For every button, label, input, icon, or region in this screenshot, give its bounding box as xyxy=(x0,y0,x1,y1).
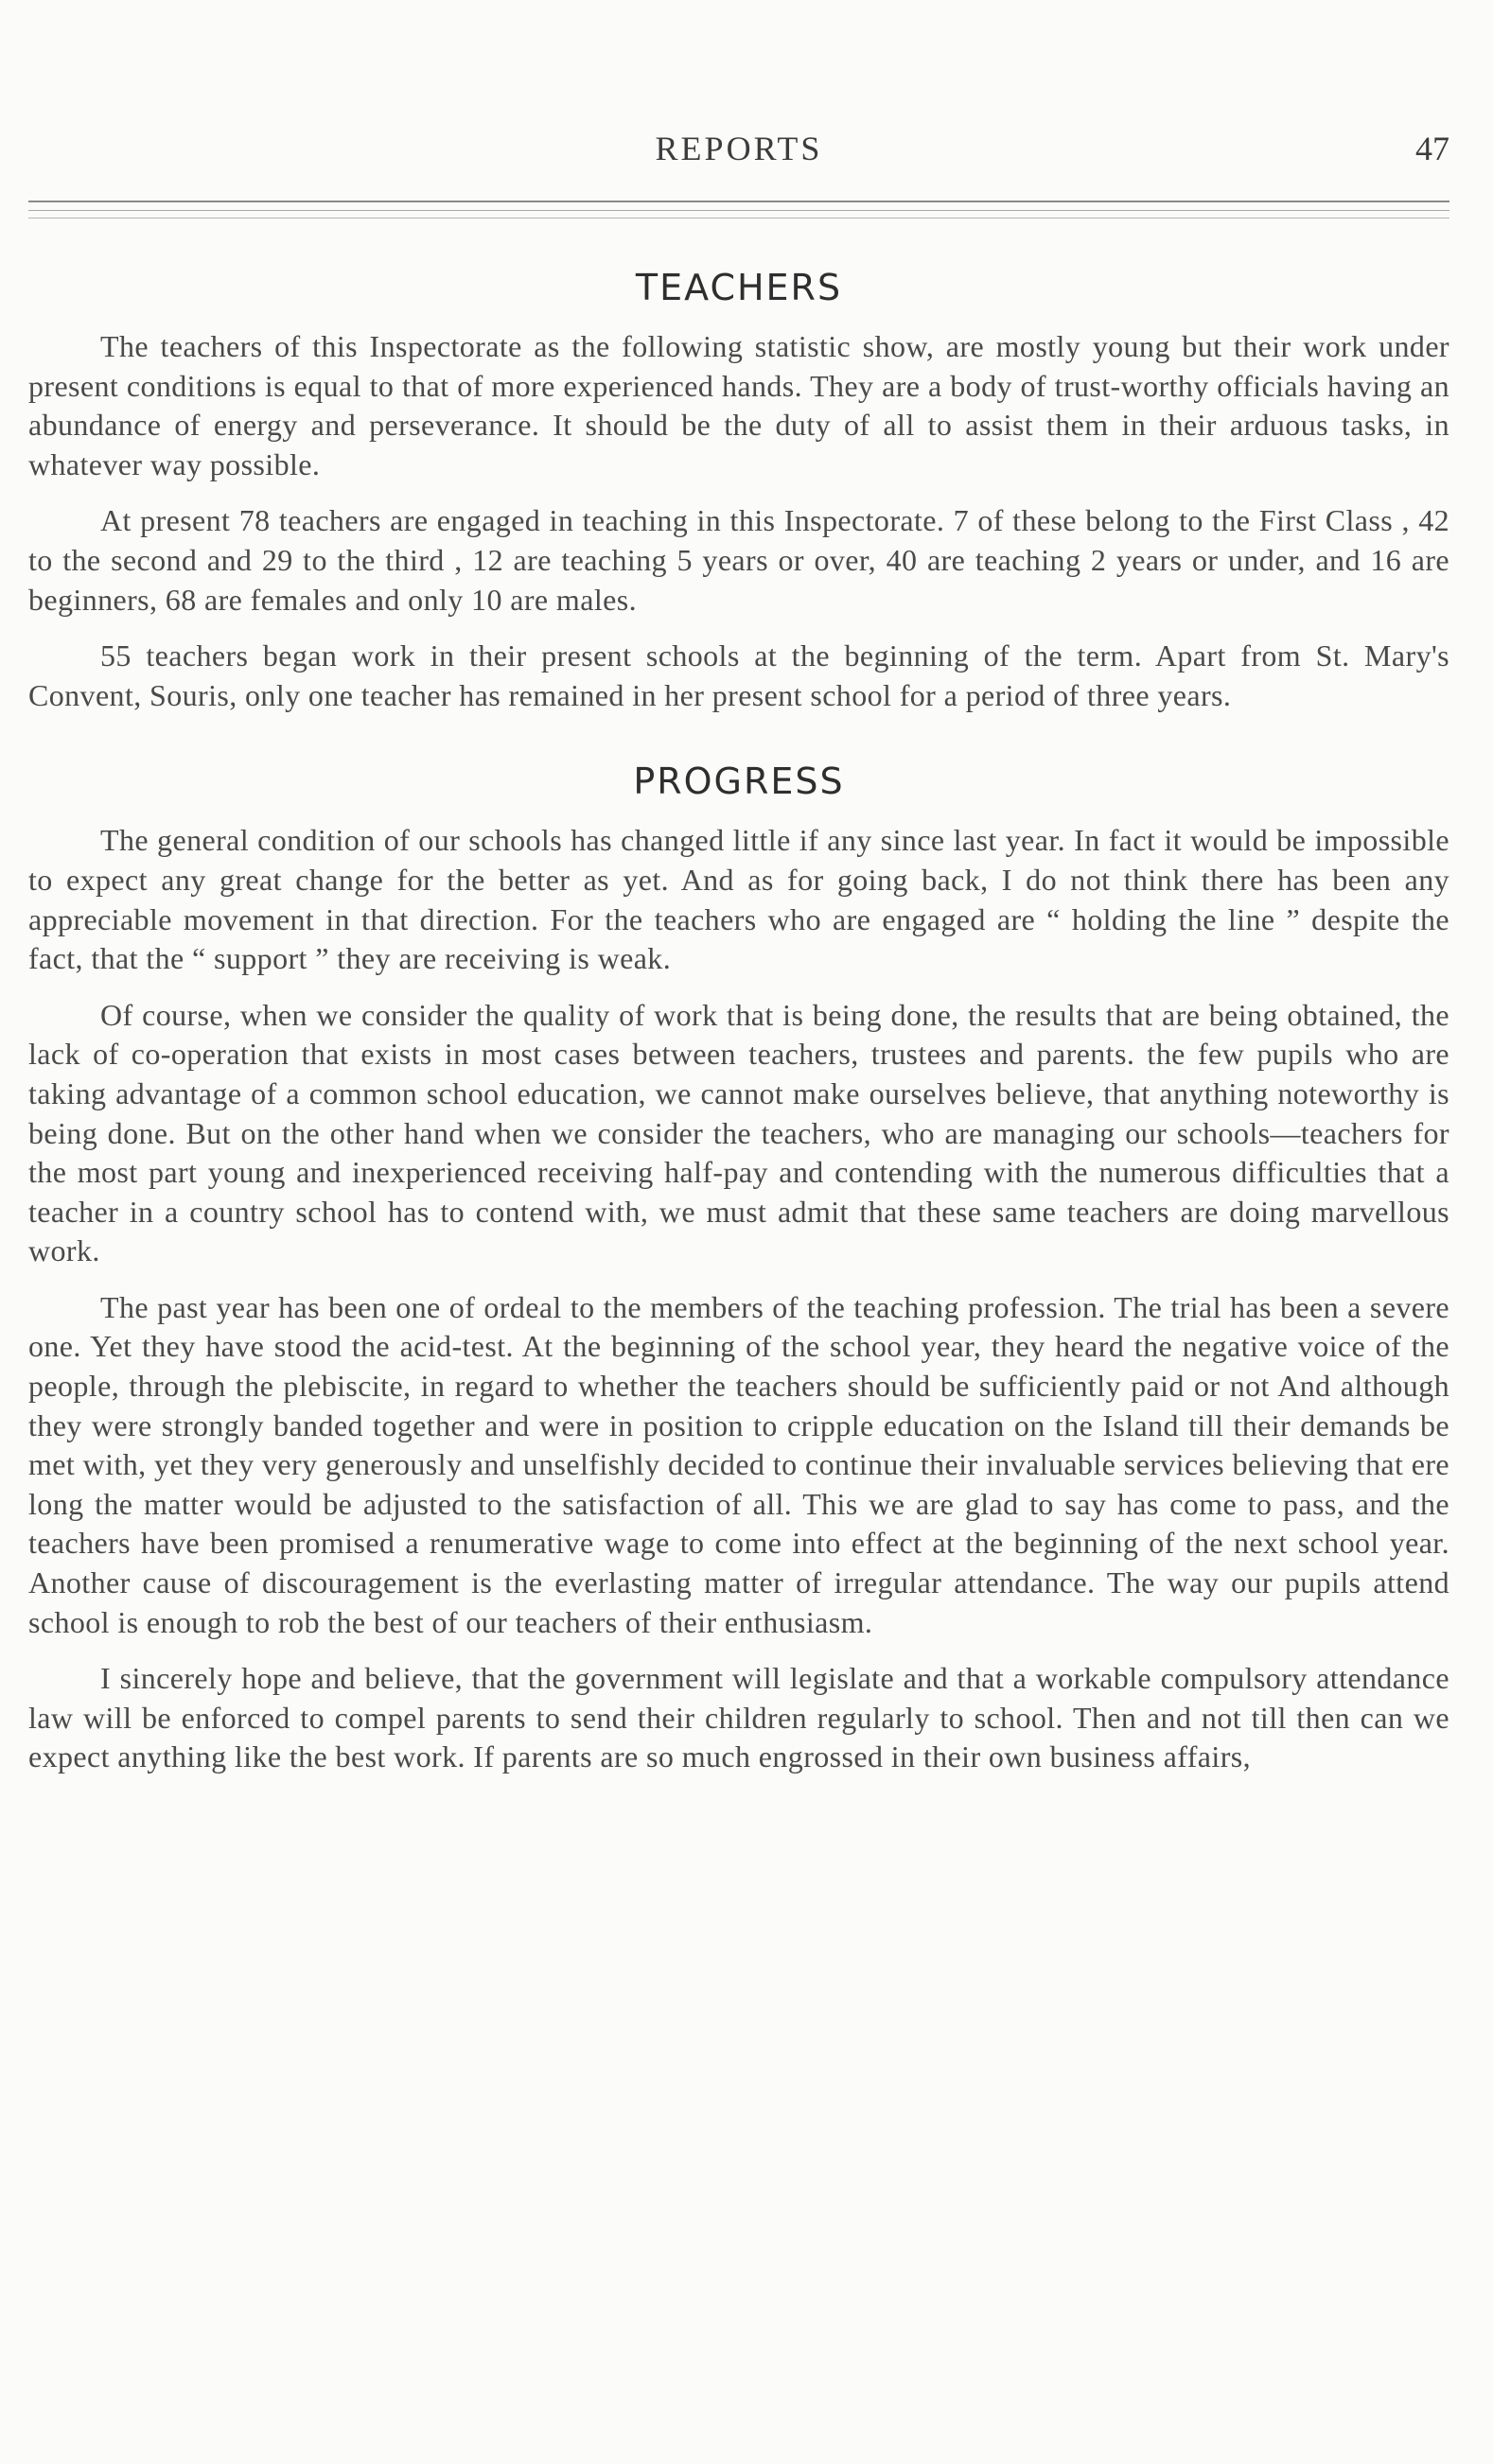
section-heading-teachers: TEACHERS xyxy=(635,267,843,308)
progress-paragraph: Of course, when we consider the quality of work that is being done, the results that are being obtained, the lack of co-operation that exists in most cases between teachers, trustees and parents. the few pupils who are taking advantage of a common school education, we cannot make ourselves believe, that anything noteworthy is being done. But on the other hand when we consider the teachers, who are managing our schools—teachers for the most part young and inexperienced receiving half-pay and contending with the numerous difficulties that a teacher in a country school has to contend with, we must admit that these same teachers are doing marvellous work. xyxy=(28,997,1449,1268)
page-header xyxy=(28,129,1449,176)
page-number: 47 xyxy=(1415,130,1449,167)
section-heading-progress: PROGRESS xyxy=(633,760,845,803)
teachers-paragraph: The teachers of this Inspectorate as the following statistic show, are mostly young but their work under present conditions is equal to that of more experienced hands. They are a body of trust-worthy officials having an abundance of energy and perseverance. It should be the duty of all to assist them in their arduous tasks, in whatever way possible. xyxy=(28,329,1449,481)
teachers-paragraph: 55 teachers began work in their present schools at the beginning of the term. Apart from St. Mary's Convent, Souris, only one teacher has remained in her present school for a period of three years. xyxy=(28,638,1449,712)
teachers-paragraph: At present 78 teachers are engaged in teaching in this Inspectorate. 7 of these belong to the First Class , 42 to the second and 29 to the third , 12 are teaching 5 years or over, 40 are teaching 2 years or under, and 16 are beginners, 68 are females and only 10 are males. xyxy=(28,503,1449,617)
progress-paragraph: The past year has been one of ordeal to the members of the teaching profession. The trial has been a severe one. Yet they have stood the acid-test. At the beginning of the school year, they heard the negative voice of the people, through the plebiscite, in regard to whether the teachers should be sufficiently paid or not And although they were strongly banded together and were in position to cripple education on the Island till their demands be met with, yet they very generously and unselfishly decided to continue their invaluable services believing that ere long the matter would be adjusted to the satisfaction of all. This we are glad to say has come to pass, and the teachers have been promised a renumerative wage to come into effect at the beginning of the next school year. Another cause of discouragement is the everlasting matter of irregular attendance. The way our pupils attend school is enough to rob the best of our teachers of their enthusiasm. xyxy=(28,1289,1449,1639)
progress-paragraph: The general condition of our schools has changed little if any since last year. In fact it would be impossible to expect any great change for the better as yet. And as for going back, I do not think there has been any appreciable movement in that direction. For the teachers who are engaged are “ holding the line ” despite the fact, that the “ support ” they are receiving is weak. xyxy=(28,823,1449,976)
page-body xyxy=(28,255,1449,1794)
header-rule-top xyxy=(28,201,1449,202)
header-rule-middle xyxy=(28,210,1449,211)
running-title: REPORTS xyxy=(655,130,823,167)
progress-paragraph: I sincerely hope and believe, that the government will legislate and that a workable compulsory attendance law will be enforced to compel parents to send their children regularly to school. Then and not till then can we expect anything like the best work. If parents are so much engrossed in their own business affairs, xyxy=(28,1661,1449,1774)
